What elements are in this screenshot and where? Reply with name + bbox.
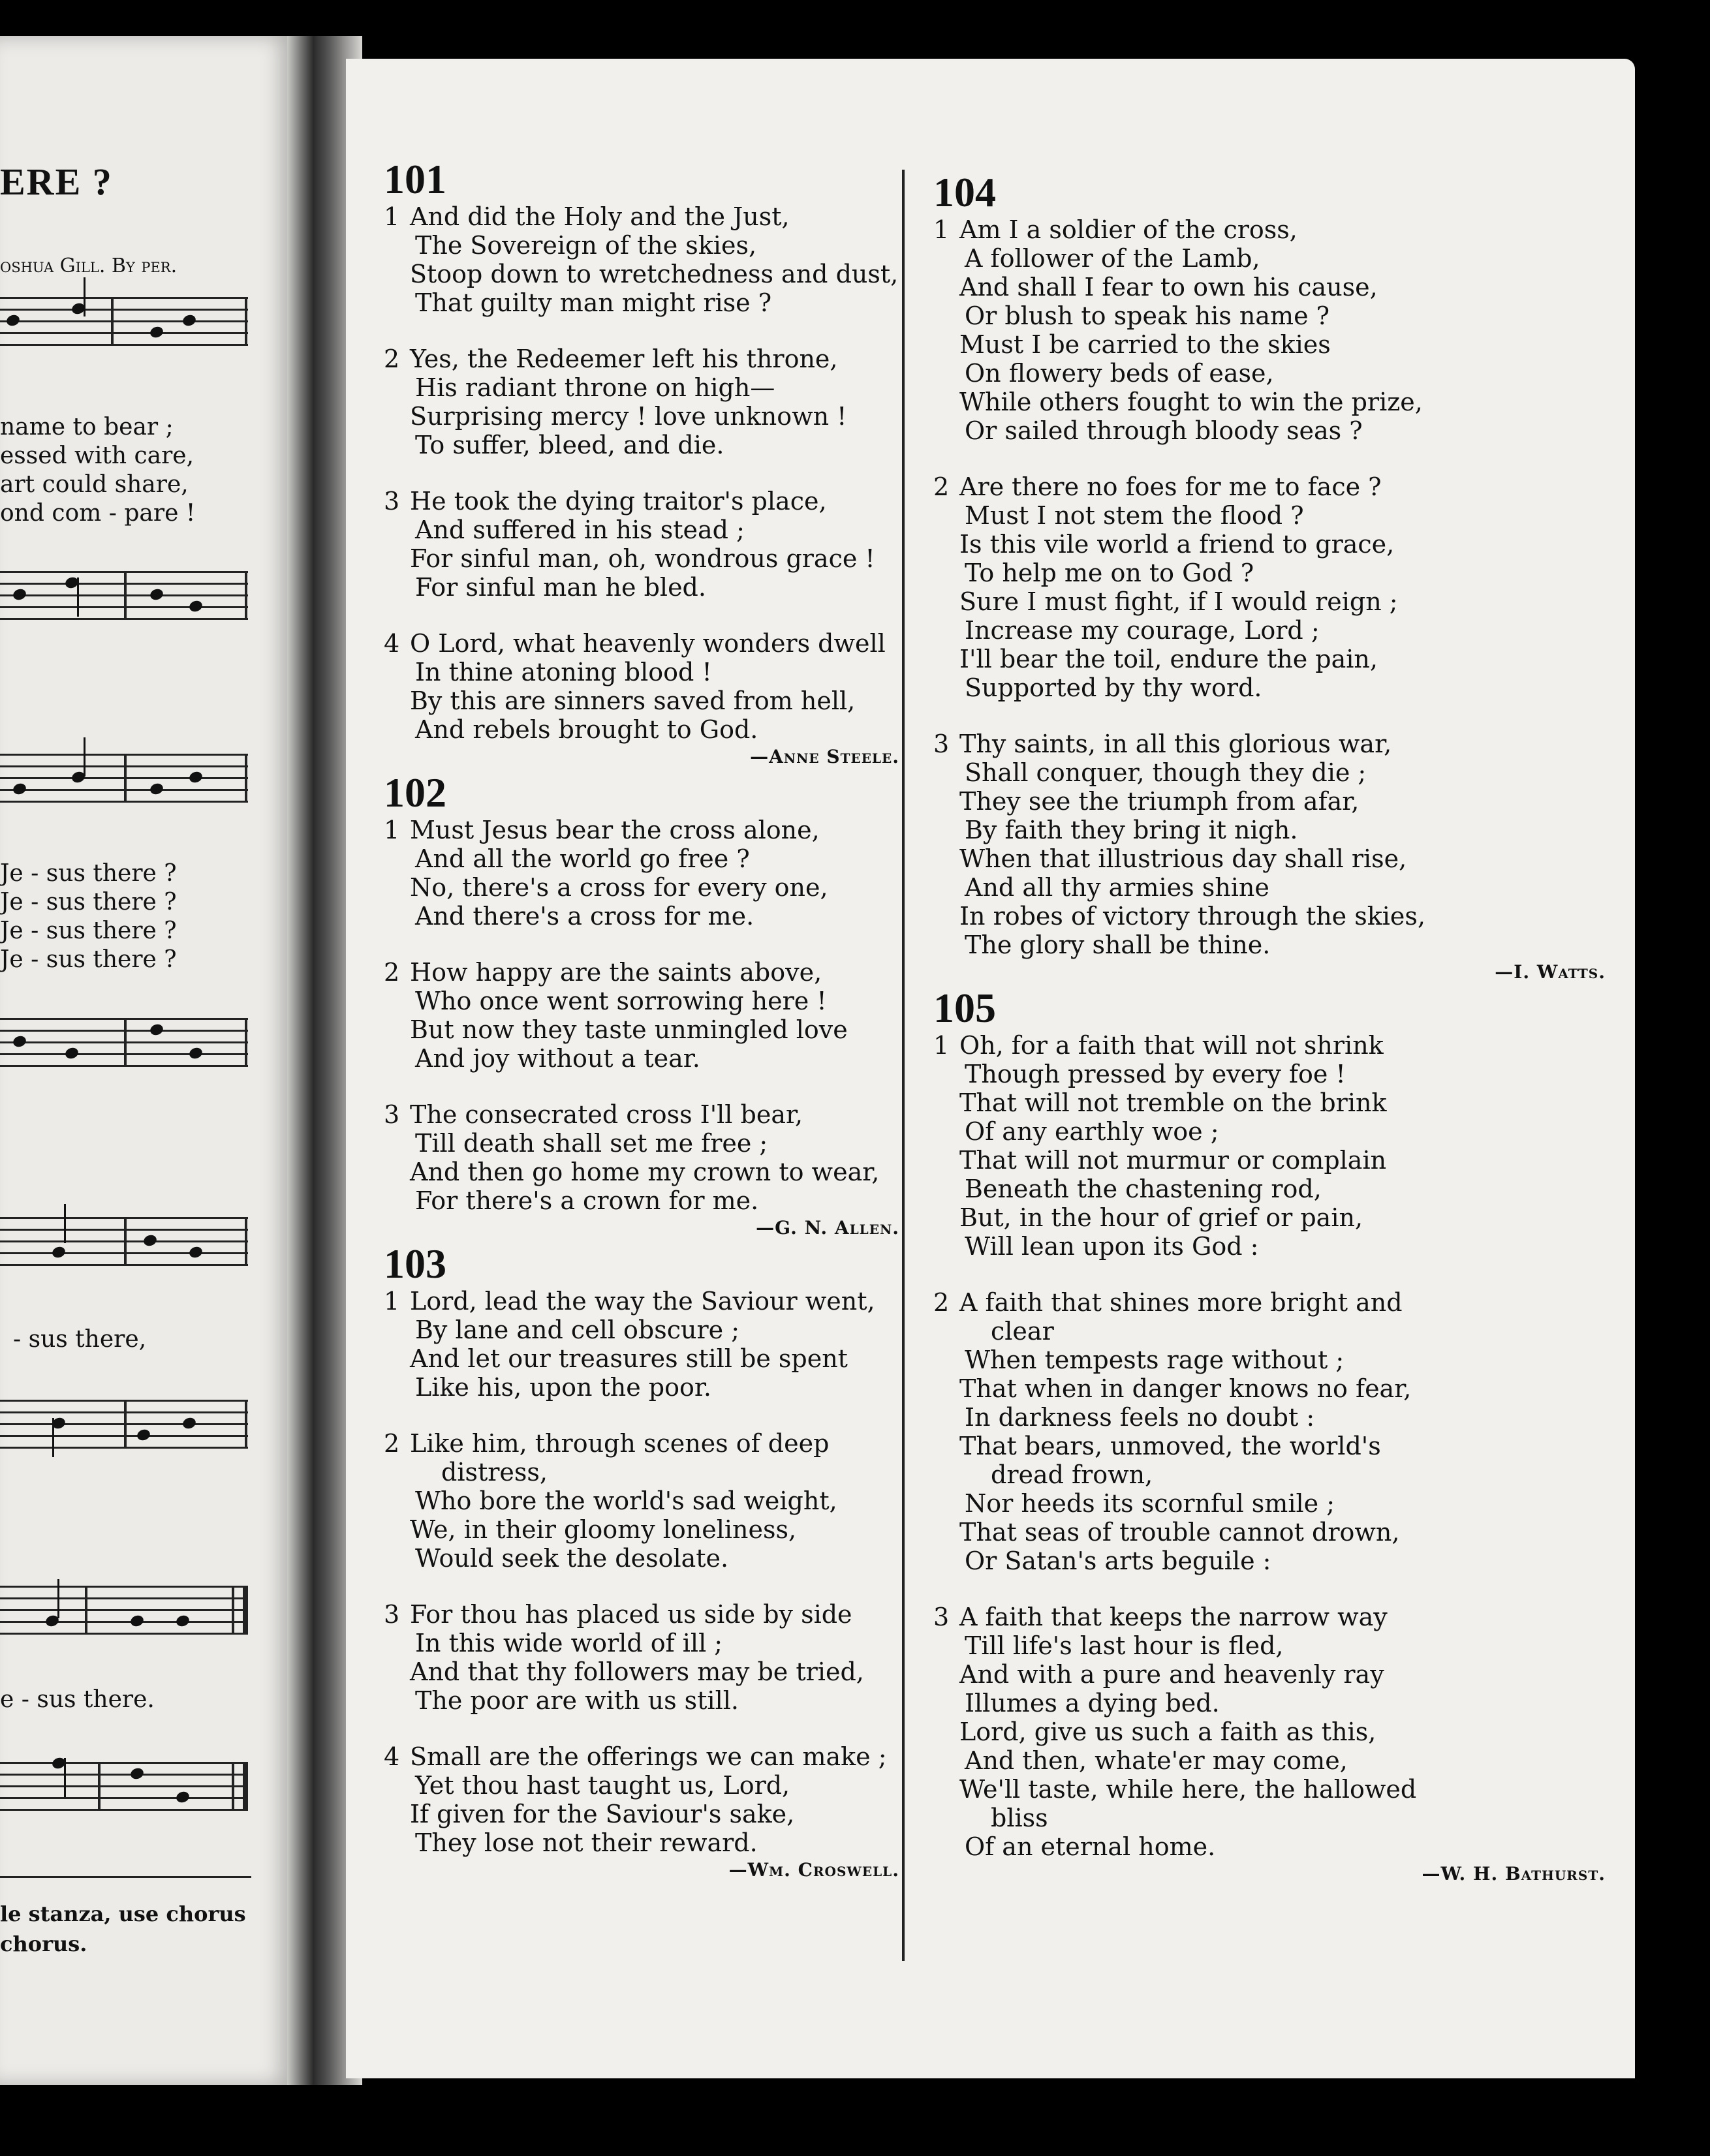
music-staff: [0, 1762, 248, 1809]
verse-line: Increase my courage, Lord ;: [965, 616, 1320, 645]
stanza-number: 3: [933, 1603, 950, 1631]
verse-line: Must Jesus bear the cross alone,: [410, 816, 820, 844]
verse-line: For there's a crown for me.: [415, 1186, 759, 1215]
stanza: [384, 958, 899, 1073]
verse-line: Illumes a dying bed.: [965, 1689, 1220, 1717]
verse-line: But, in the hour of grief or pain,: [959, 1203, 1363, 1232]
left-page-rule: [0, 1876, 251, 1878]
verse-line: When that illustrious day shall rise,: [959, 844, 1407, 873]
right-column: [933, 170, 1606, 1887]
verse-line: Till life's last hour is fled,: [965, 1631, 1284, 1660]
left-column: [384, 157, 899, 1883]
verse-line: That will not murmur or complain: [959, 1146, 1387, 1175]
verse-line: How happy are the saints above,: [410, 958, 822, 987]
left-lyric-3: art could share,: [0, 471, 189, 498]
hymn-101: [384, 157, 899, 770]
stanza-number: 3: [384, 1100, 400, 1129]
verse-line: For sinful man, oh, wondrous grace !: [410, 544, 875, 573]
verse-line: Of any earthly woe ;: [965, 1117, 1219, 1146]
verse-line: We'll taste, while here, the hallowed: [959, 1775, 1417, 1804]
music-staff: [0, 1400, 248, 1447]
verse-line: That will not tremble on the brink: [959, 1088, 1387, 1117]
verse-line: They lose not their reward.: [415, 1828, 758, 1857]
verse-line: Who once went sorrowing here !: [415, 987, 827, 1015]
verse-line: Or blush to speak his name ?: [965, 301, 1330, 330]
verse-line: Will lean upon its God :: [965, 1232, 1259, 1261]
stanza: [384, 1600, 899, 1715]
music-staff: [0, 754, 248, 801]
verse-line: Nor heeds its scornful smile ;: [965, 1489, 1335, 1518]
left-footnote-2: chorus.: [0, 1932, 87, 1956]
verse-line: They see the triumph from afar,: [959, 787, 1360, 816]
hymn-author: —Anne Steele.: [750, 746, 899, 767]
verse-line: And with a pure and heavenly ray: [959, 1660, 1384, 1689]
stanza: [384, 202, 899, 317]
stanza: [384, 816, 899, 931]
hymn-number: 103: [384, 1240, 446, 1287]
verse-line: A faith that keeps the narrow way: [959, 1603, 1388, 1631]
verse-line: clear: [991, 1317, 1054, 1346]
verse-line: The consecrated cross I'll bear,: [410, 1100, 803, 1129]
hymn-author: —Wm. Croswell.: [728, 1859, 899, 1881]
stanza-number: 1: [384, 1287, 400, 1316]
verse-line: But now they taste unmingled love: [410, 1015, 848, 1044]
verse-line: In darkness feels no doubt :: [965, 1403, 1315, 1432]
verse-line: Like him, through scenes of deep: [410, 1429, 830, 1458]
verse-line: O Lord, what heavenly wonders dwell: [410, 629, 886, 658]
verse-line: And that thy followers may be tried,: [410, 1657, 864, 1686]
verse-line: And joy without a tear.: [415, 1044, 700, 1073]
verse-line: We, in their gloomy loneliness,: [410, 1515, 797, 1544]
verse-line: Or sailed through bloody seas ?: [965, 416, 1363, 445]
music-staff: [0, 1018, 248, 1065]
verse-line: In thine atoning blood !: [415, 658, 712, 686]
left-lyric-4: ond com - pare !: [0, 500, 196, 527]
verse-line: Of an eternal home.: [965, 1832, 1216, 1861]
stanza: [384, 1100, 899, 1215]
hymn-author: —W. H. Bathurst.: [1422, 1863, 1606, 1885]
verse-line: To suffer, bleed, and die.: [415, 431, 724, 459]
verse-line: That seas of trouble cannot drown,: [959, 1518, 1400, 1547]
verse-line: The poor are with us still.: [415, 1686, 739, 1715]
stanza-number: 1: [933, 1031, 950, 1060]
stanza: [384, 1742, 899, 1857]
stanza: [384, 1429, 899, 1573]
verse-line: If given for the Saviour's sake,: [410, 1800, 795, 1828]
verse-line: Thy saints, in all this glorious war,: [959, 730, 1392, 758]
hymn-102: [384, 770, 899, 1241]
stanza-number: 4: [384, 1742, 400, 1771]
stanza: [384, 345, 899, 459]
stanza-number: 3: [384, 1600, 400, 1629]
verse-line: In robes of victory through the skies,: [959, 902, 1425, 931]
music-staff: [0, 297, 248, 344]
verse-line: Surprising mercy ! love unknown !: [410, 402, 847, 431]
hymn-104: [933, 170, 1606, 985]
verse-line: That when in danger knows no fear,: [959, 1374, 1412, 1403]
verse-line: In this wide world of ill ;: [415, 1629, 723, 1657]
left-chorus-3: Je - sus there ?: [0, 917, 177, 944]
verse-line: While others fought to win the prize,: [959, 388, 1423, 416]
verse-line: I'll bear the toil, endure the pain,: [959, 645, 1378, 673]
verse-line: Stoop down to wretchedness and dust,: [410, 260, 899, 288]
verse-line: And there's a cross for me.: [415, 902, 754, 931]
hymn-103: [384, 1241, 899, 1883]
verse-line: dread frown,: [991, 1460, 1153, 1489]
verse-line: Yet thou hast taught us, Lord,: [415, 1771, 790, 1800]
left-footnote-1: le stanza, use chorus: [0, 1902, 246, 1926]
verse-line: And did the Holy and the Just,: [410, 202, 790, 231]
stanza: [384, 487, 899, 602]
music-staff: [0, 1217, 248, 1264]
left-lyric-2: essed with care,: [0, 442, 194, 469]
verse-line: Who bore the world's sad weight,: [415, 1486, 837, 1515]
verse-line: And all the world go free ?: [415, 844, 750, 873]
verse-line: For thou has placed us side by side: [410, 1600, 852, 1629]
verse-line: Are there no foes for me to face ?: [959, 472, 1382, 501]
left-lyric-low: e - sus there.: [0, 1686, 155, 1713]
left-chorus-2: Je - sus there ?: [0, 889, 177, 916]
verse-line: By faith they bring it nigh.: [965, 816, 1298, 844]
verse-line: And then go home my crown to wear,: [410, 1158, 880, 1186]
stanza-number: 2: [933, 1288, 950, 1317]
verse-line: Lord, give us such a faith as this,: [959, 1717, 1376, 1746]
verse-line: Sure I must fight, if I would reign ;: [959, 587, 1398, 616]
verse-line: Lord, lead the way the Saviour went,: [410, 1287, 875, 1316]
verse-line: Small are the offerings we can make ;: [410, 1742, 887, 1771]
hymn-number: 105: [933, 985, 996, 1031]
verse-line: bliss: [991, 1804, 1048, 1832]
verse-line: The glory shall be thine.: [965, 931, 1271, 959]
verse-line: Till death shall set me free ;: [415, 1129, 768, 1158]
stanza: [933, 1288, 1606, 1575]
verse-line: To help me on to God ?: [965, 559, 1254, 587]
verse-line: That guilty man might rise ?: [415, 288, 772, 317]
verse-line: On flowery beds of ease,: [965, 359, 1274, 388]
verse-line: distress,: [441, 1458, 548, 1486]
right-page: [346, 59, 1635, 2078]
left-chorus-1: Je - sus there ?: [0, 860, 177, 887]
verse-line: And then, whate'er may come,: [965, 1746, 1348, 1775]
hymn-105: [933, 985, 1606, 1887]
left-chorus-4: Je - sus there ?: [0, 946, 177, 973]
stanza-number: 4: [384, 629, 400, 658]
stanza-number: 2: [384, 958, 400, 987]
stanza-number: 1: [384, 816, 400, 844]
stanza-number: 2: [384, 345, 400, 373]
hymn-author: —G. N. Allen.: [756, 1217, 899, 1239]
verse-line: Must I not stem the flood ?: [965, 501, 1304, 530]
verse-line: A follower of the Lamb,: [965, 244, 1260, 273]
stanza: [384, 629, 899, 744]
column-divider: [902, 170, 905, 1961]
verse-line: Though pressed by every foe !: [965, 1060, 1346, 1088]
music-staff: [0, 1586, 248, 1633]
stanza: [384, 1287, 899, 1402]
stanza: [933, 215, 1606, 445]
hymn-number: 104: [933, 169, 996, 215]
verse-line: Or Satan's arts beguile :: [965, 1547, 1271, 1575]
left-page-credit: oshua Gill. By per.: [0, 254, 178, 277]
verse-line: A faith that shines more bright and: [959, 1288, 1403, 1317]
verse-line: By this are sinners saved from hell,: [410, 686, 856, 715]
verse-line: Am I a soldier of the cross,: [959, 215, 1298, 244]
stanza-number: 3: [933, 730, 950, 758]
verse-line: And rebels brought to God.: [415, 715, 758, 744]
stanza: [933, 472, 1606, 702]
verse-line: Is this vile world a friend to grace,: [959, 530, 1395, 559]
hymn-author: —I. Watts.: [1495, 961, 1606, 983]
left-lyric-1: name to bear ;: [0, 414, 174, 440]
verse-line: He took the dying traitor's place,: [410, 487, 827, 516]
left-lyric-mid: - sus there,: [13, 1326, 147, 1353]
verse-line: Supported by thy word.: [965, 673, 1262, 702]
verse-line: No, there's a cross for every one,: [410, 873, 828, 902]
verse-line: Beneath the chastening rod,: [965, 1175, 1322, 1203]
verse-line: By lane and cell obscure ;: [415, 1316, 740, 1344]
verse-line: When tempests rage without ;: [965, 1346, 1345, 1374]
verse-line: And all thy armies shine: [965, 873, 1269, 902]
hymn-number: 101: [384, 156, 446, 202]
verse-line: Must I be carried to the skies: [959, 330, 1331, 359]
verse-line: For sinful man he bled.: [415, 573, 706, 602]
verse-line: His radiant throne on high—: [415, 373, 775, 402]
verse-line: That bears, unmoved, the world's: [959, 1432, 1381, 1460]
verse-line: Shall conquer, though they die ;: [965, 758, 1367, 787]
stanza-number: 2: [933, 472, 950, 501]
verse-line: And shall I fear to own his cause,: [959, 273, 1378, 301]
verse-line: Would seek the desolate.: [415, 1544, 729, 1573]
verse-line: Yes, the Redeemer left his throne,: [410, 345, 838, 373]
stanza-number: 3: [384, 487, 400, 516]
hymn-number: 102: [384, 769, 446, 816]
verse-line: And let our treasures still be spent: [410, 1344, 848, 1373]
stanza: [933, 1031, 1606, 1261]
left-page-title: ERE ?: [0, 161, 113, 203]
verse-line: Oh, for a faith that will not shrink: [959, 1031, 1384, 1060]
music-staff: [0, 571, 248, 618]
verse-line: Like his, upon the poor.: [415, 1373, 711, 1402]
left-page: [0, 36, 294, 2085]
stanza-number: 2: [384, 1429, 400, 1458]
stanza-number: 1: [384, 202, 400, 231]
stanza-number: 1: [933, 215, 950, 244]
verse-line: And suffered in his stead ;: [415, 516, 745, 544]
stanza: [933, 730, 1606, 959]
stanza: [933, 1603, 1606, 1861]
verse-line: The Sovereign of the skies,: [415, 231, 757, 260]
